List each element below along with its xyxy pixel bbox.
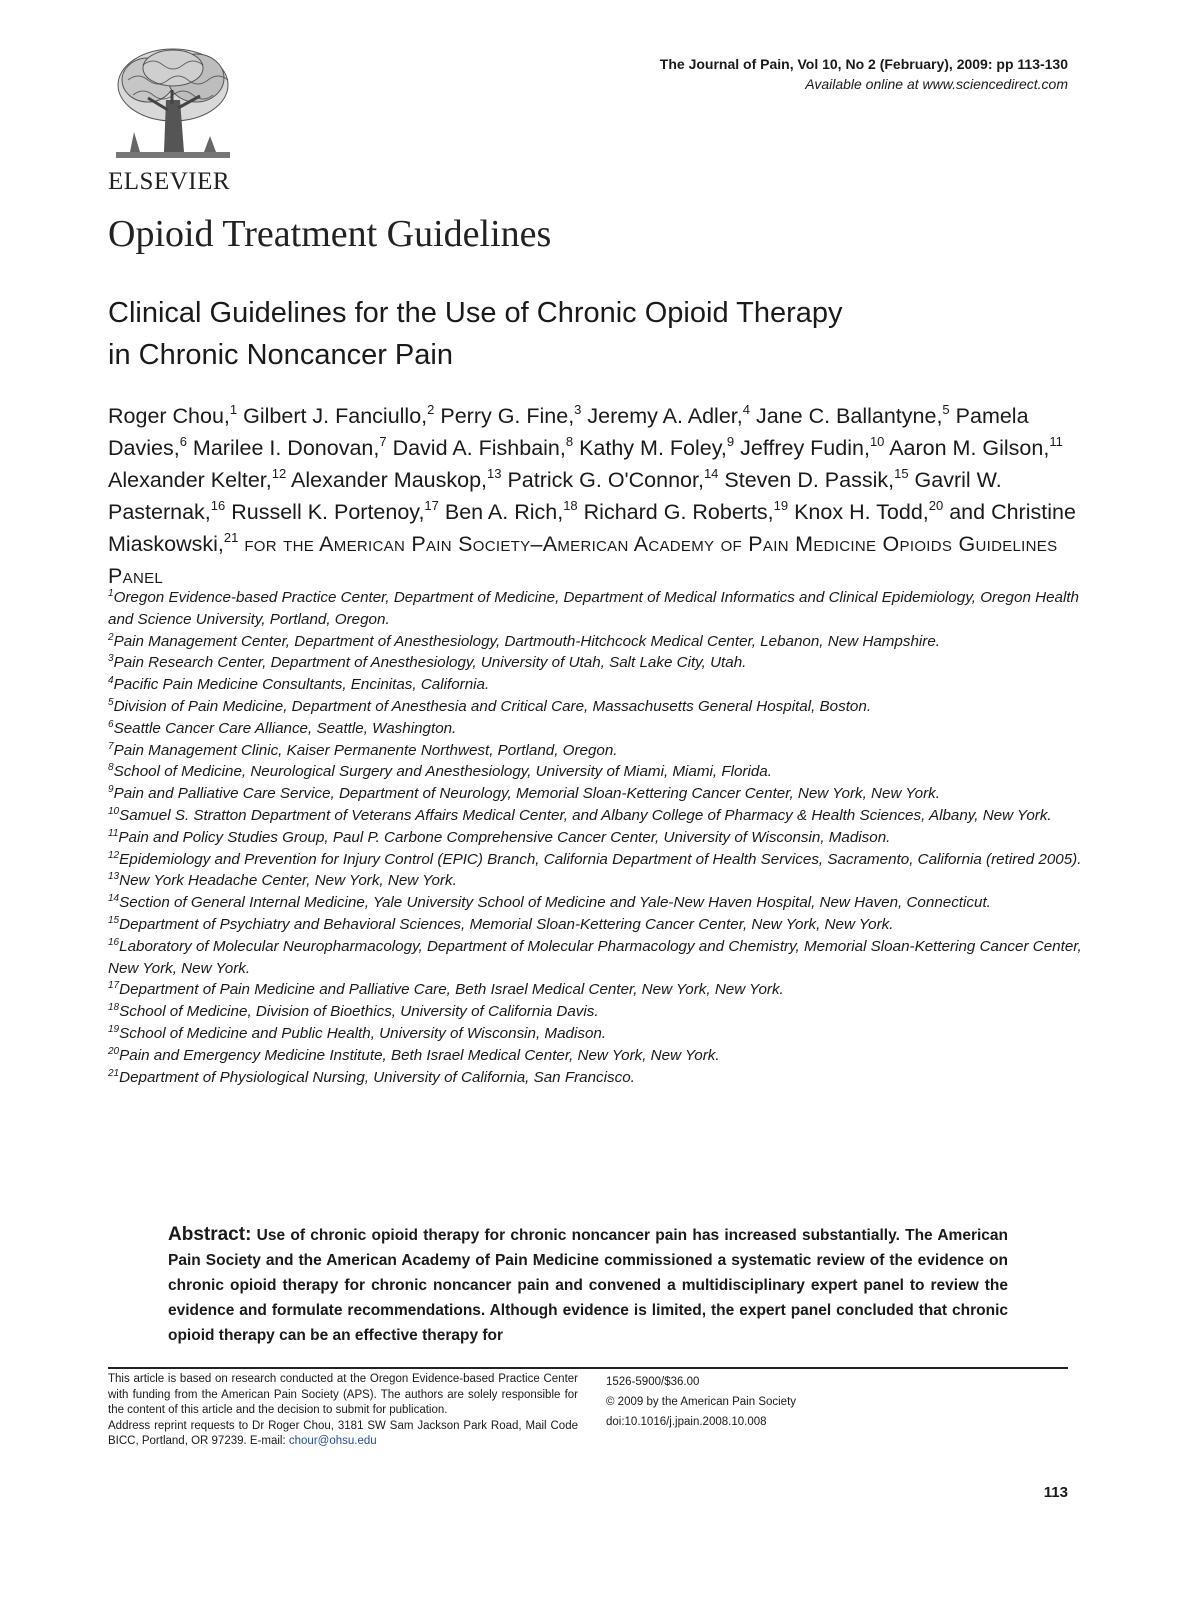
affiliation-item (108, 1023, 1083, 1045)
author-name: David A. Fishbain, (392, 436, 566, 460)
author-affiliation-marker: 8 (565, 434, 574, 449)
author-name: Pamela Davies, (108, 404, 1029, 460)
funding-note: This article is based on research conducted at the Oregon Evidence-based Practice Center with funding from the American Pain Society (APS). The authors are solely responsible for the content of this article and the decision to submit for publication. (108, 1373, 578, 1417)
online-availability: Available online at www.sciencedirect.com (805, 76, 1068, 92)
journal-citation-block (660, 54, 1068, 94)
author-name: Perry G. Fine, (440, 404, 575, 428)
publisher-logo (108, 40, 238, 195)
logo-wordmark: ELSEVIER (108, 168, 231, 195)
author-affiliation-marker: 17 (424, 498, 439, 513)
author-affiliation-marker: 5 (942, 402, 950, 417)
author-affiliation-marker: 2 (427, 402, 435, 417)
affiliation-marker: 16 (108, 936, 120, 948)
affiliation-item (108, 849, 1083, 871)
panel-name: for the American Pain Society–American Academy of Pain Medicine Opioids Guidelines Panel (108, 532, 1058, 588)
author-name: and Christine Miaskowski, (108, 500, 1076, 556)
affiliation-marker: 15 (108, 914, 120, 926)
affiliation-text: School of Medicine, Division of Bioethics, University of California Davis. (119, 1003, 599, 1021)
author-name: Alexander Kelter, (108, 468, 272, 492)
abstract-label: Abstract: (168, 1224, 252, 1245)
affiliation-item (108, 1045, 1083, 1067)
journal-citation: The Journal of Pain, Vol 10, No 2 (February), 2009: pp 113-130 (659, 56, 1068, 72)
affiliation-marker: 6 (108, 718, 114, 730)
author-affiliation-marker: 19 (773, 498, 789, 513)
footnote-divider (108, 1367, 1068, 1369)
affiliation-text: School of Medicine, Neurological Surgery and Anesthesiology, University of Miami, Miami, Florida. (113, 763, 772, 781)
footnote-publication-info (606, 1372, 796, 1432)
affiliation-item (108, 587, 1083, 631)
author-affiliation-marker: 16 (210, 498, 226, 513)
affiliation-marker: 11 (108, 827, 119, 839)
author-name: Richard G. Roberts, (583, 500, 774, 524)
affiliation-text: Pain and Emergency Medicine Institute, Beth Israel Medical Center, New York, New York. (119, 1046, 720, 1064)
author-name: Aaron M. Gilson, (889, 436, 1050, 460)
affiliation-item (108, 892, 1083, 914)
affiliation-text: Epidemiology and Prevention for Injury Control (EPIC) Branch, California Department of Health Services, Sacramento, California (retired 2005). (119, 850, 1082, 868)
affiliation-marker: 14 (108, 893, 120, 905)
affiliation-text: School of Medicine and Public Health, University of Wisconsin, Madison. (119, 1024, 607, 1042)
affiliation-text: Pain and Palliative Care Service, Department of Neurology, Memorial Sloan-Kettering Cancer Center, New York, New York. (113, 785, 940, 803)
affiliation-item (108, 631, 1083, 653)
author-affiliation-marker: 21 (223, 530, 239, 545)
affiliation-marker: 3 (108, 653, 114, 665)
affiliation-item (108, 652, 1083, 674)
article-title-line: Clinical Guidelines for the Use of Chronic Opioid Therapy (108, 297, 843, 329)
author-name: Alexander Mauskop, (291, 468, 488, 492)
doi: doi:10.1016/j.jpain.2008.10.008 (606, 1416, 767, 1428)
author-name: Gavril W. Pasternak, (108, 468, 1002, 524)
author-affiliation-marker: 15 (894, 466, 909, 481)
author-name: Patrick G. O'Connor, (507, 468, 704, 492)
affiliation-item (108, 783, 1083, 805)
page-number: 113 (1043, 1484, 1068, 1501)
affiliation-marker: 20 (108, 1045, 120, 1057)
affiliation-item (108, 1001, 1083, 1023)
affiliation-marker: 7 (108, 740, 114, 752)
author-name: Ben A. Rich, (444, 500, 564, 524)
affiliation-text: Seattle Cancer Care Alliance, Seattle, Washington. (113, 719, 457, 737)
section-title: Opioid Treatment Guidelines (108, 213, 552, 255)
author-affiliation-marker: 4 (742, 402, 750, 417)
affiliation-text: Samuel S. Stratton Department of Veterans Affairs Medical Center, and Albany College of Pharmacy & Health Sciences, Albany, New York. (119, 806, 1052, 824)
affiliation-marker: 2 (108, 631, 114, 643)
author-name: Knox H. Todd, (794, 500, 929, 524)
issn: 1526-5900/$36.00 (606, 1376, 700, 1388)
affiliation-marker: 4 (108, 675, 114, 687)
affiliation-item (108, 696, 1083, 718)
affiliation-marker: 13 (108, 871, 120, 883)
affiliation-item (108, 674, 1083, 696)
author-affiliation-marker: 3 (574, 402, 582, 417)
author-name: Gilbert J. Fanciullo, (243, 404, 428, 428)
author-name: Kathy M. Foley, (579, 436, 727, 460)
affiliation-text: Department of Psychiatry and Behavioral Sciences, Memorial Sloan-Kettering Cancer Center, New York, New York. (119, 915, 894, 933)
article-title (108, 292, 1008, 376)
author-affiliation-marker: 9 (726, 434, 735, 449)
affiliation-text: Section of General Internal Medicine, Yale University School of Medicine and Yale-New Haven Hospital, New Haven, Connecticut. (119, 894, 991, 912)
abstract-text: Use of chronic opioid therapy for chronic noncancer pain has increased substantially. The American Pain Society and the American Academy of Pain Medicine commissioned a systematic review of the evidence on chronic opioid therapy for chronic noncancer pain and convened a multidisciplinary expert panel to review the evidence and formulate recommendations. Although evidence is limited, the expert panel concluded that chronic opioid therapy can be an effective therapy for (168, 1227, 1009, 1344)
footnote-funding (108, 1372, 578, 1450)
author-name: Roger Chou, (108, 404, 230, 428)
elsevier-tree-icon (108, 40, 238, 165)
author-affiliation-marker: 7 (379, 434, 387, 449)
affiliation-text: Pain and Policy Studies Group, Paul P. Carbone Comprehensive Cancer Center, University of Wisconsin, Madison. (118, 828, 891, 846)
affiliation-item (108, 870, 1083, 892)
affiliation-item (108, 1067, 1083, 1089)
affiliation-text: Pain Management Center, Department of Anesthesiology, Dartmouth-Hitchcock Medical Center, Lebanon, New Hampshire. (113, 632, 941, 650)
affiliation-marker: 5 (108, 696, 114, 708)
affiliation-item (108, 914, 1083, 936)
affiliation-marker: 19 (108, 1023, 120, 1035)
email-link[interactable]: chour@ohsu.edu (288, 1435, 377, 1448)
author-affiliation-marker: 13 (487, 466, 502, 481)
author-affiliation-marker: 1 (229, 402, 238, 417)
affiliation-text: Pain Research Center, Department of Anesthesiology, University of Utah, Salt Lake City, Utah. (113, 654, 747, 672)
affiliation-marker: 1 (108, 588, 114, 599)
author-affiliation-marker: 10 (869, 434, 885, 449)
author-affiliation-marker: 11 (1049, 434, 1063, 449)
author-name: Jane C. Ballantyne, (755, 404, 943, 428)
copyright: © 2009 by the American Pain Society (606, 1396, 797, 1408)
author-name: Jeffrey Fudin, (740, 436, 870, 460)
affiliation-text: Department of Pain Medicine and Palliative Care, Beth Israel Medical Center, New York, New York. (119, 981, 784, 999)
affiliation-item (108, 718, 1083, 740)
reprint-address: Address reprint requests to Dr Roger Chou, 3181 SW Sam Jackson Park Road, Mail Code BICC, Portland, OR 97239. E-mail: (108, 1419, 578, 1448)
affiliation-item (108, 740, 1083, 762)
author-name: Steven D. Passik, (724, 468, 895, 492)
author-affiliation-marker: 18 (563, 498, 578, 513)
affiliation-text: Laboratory of Molecular Neuropharmacology, Department of Molecular Pharmacology and Chemistry, Memorial Sloan-Kettering Cancer Center, New York, New York. (108, 937, 1082, 977)
affiliation-marker: 12 (108, 849, 120, 861)
affiliation-marker: 21 (108, 1067, 120, 1079)
affiliation-text: Pain Management Clinic, Kaiser Permanente Northwest, Portland, Oregon. (113, 741, 618, 759)
author-affiliation-marker: 20 (928, 498, 944, 513)
affiliation-item (108, 805, 1083, 827)
affiliation-marker: 10 (108, 805, 120, 817)
affiliation-marker: 8 (108, 762, 114, 774)
affiliation-item (108, 827, 1083, 849)
affiliation-text: Division of Pain Medicine, Department of Anesthesia and Critical Care, Massachusetts General Hospital, Boston. (113, 697, 872, 715)
affiliation-text: Pacific Pain Medicine Consultants, Encinitas, California. (113, 676, 490, 694)
affiliation-marker: 17 (108, 980, 120, 992)
reprint-note (108, 1419, 578, 1450)
author-list (108, 400, 1078, 592)
affiliation-text: Oregon Evidence-based Practice Center, Department of Medicine, Department of Medical Informatics and Clinical Epidemiology, Oregon Health and Science University, Portland, Oregon. (108, 589, 1080, 628)
affiliation-item (108, 979, 1083, 1001)
affiliation-marker: 18 (108, 1002, 120, 1014)
affiliation-text: New York Headache Center, New York, New York. (119, 872, 457, 890)
abstract (168, 1222, 1008, 1348)
affiliation-item (108, 936, 1083, 980)
article-title-line: in Chronic Noncancer Pain (108, 339, 453, 371)
author-affiliation-marker: 12 (271, 466, 287, 481)
author-affiliation-marker: 6 (179, 434, 187, 449)
affiliation-marker: 9 (108, 784, 114, 796)
affiliation-text: Department of Physiological Nursing, University of California, San Francisco. (119, 1068, 635, 1086)
affiliations-list (108, 587, 1083, 1088)
author-affiliation-marker: 14 (703, 466, 719, 481)
author-name: Russell K. Portenoy, (231, 500, 425, 524)
author-name: Marilee I. Donovan, (192, 436, 380, 460)
author-name: Jeremy A. Adler, (587, 404, 743, 428)
affiliation-item (108, 761, 1083, 783)
